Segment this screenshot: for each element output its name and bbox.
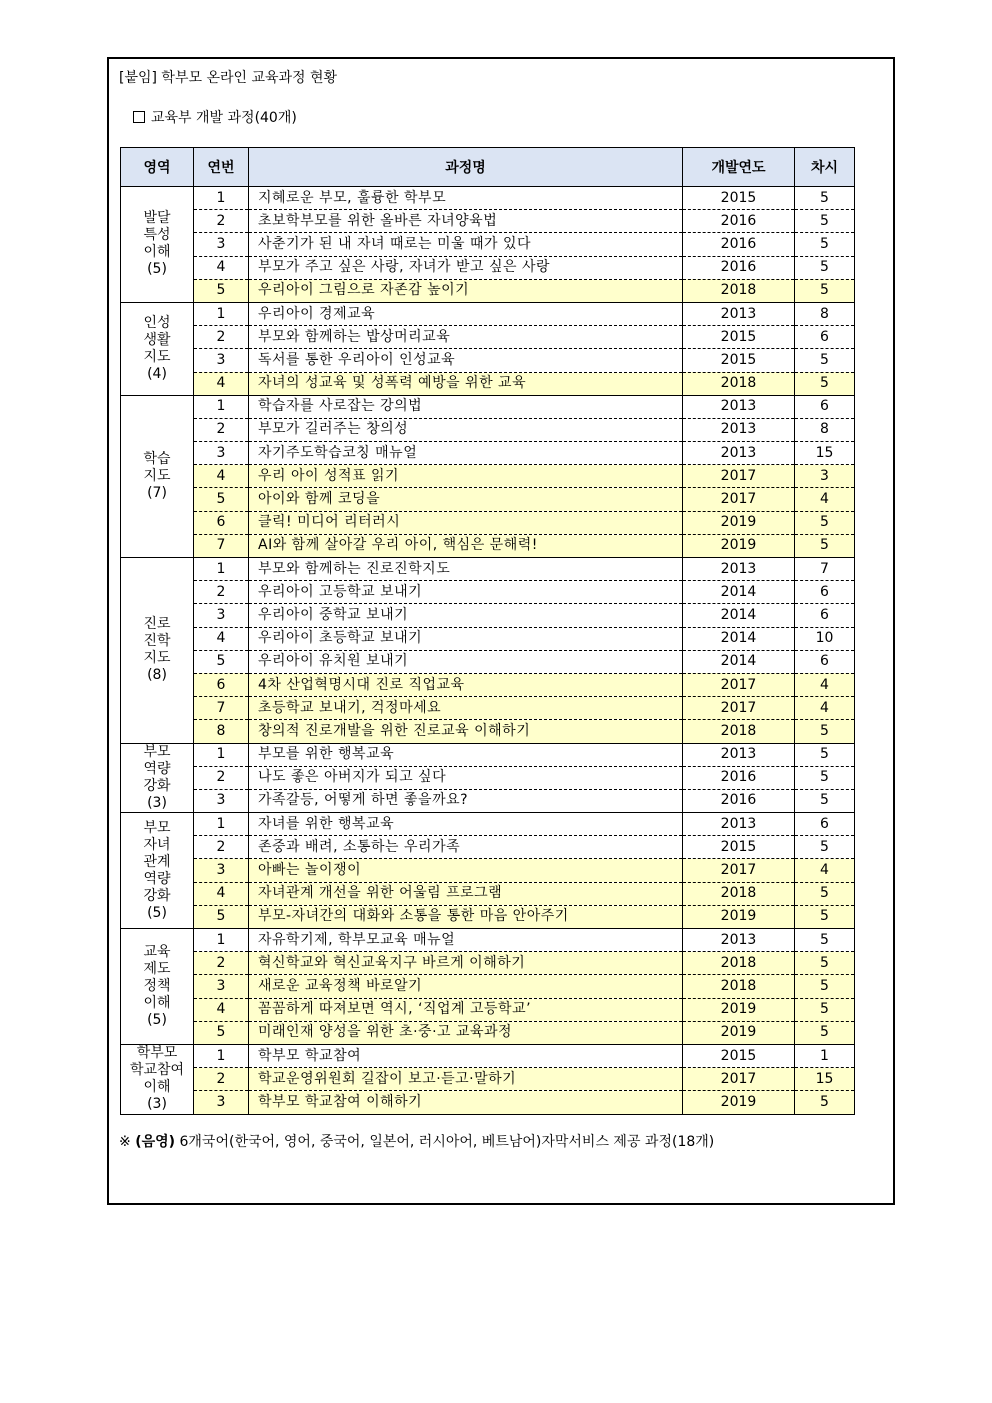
- footnote-mark: ※: [119, 1134, 131, 1150]
- course-name-cell: 자녀의 성교육 및 성폭력 예방을 위한 교육: [249, 372, 683, 395]
- area-label-line: (5): [147, 261, 167, 278]
- number-cell: 2: [194, 210, 249, 233]
- year-cell: 2018: [683, 952, 795, 975]
- table-row: [121, 650, 855, 673]
- course-name-cell: 학교운영위원회 길잡이 보고·듣고·말하기: [249, 1068, 683, 1091]
- sessions-cell: 5: [795, 256, 855, 279]
- sessions-cell: 6: [795, 581, 855, 604]
- year-cell: 2018: [683, 975, 795, 998]
- table-row: [121, 789, 855, 812]
- number-cell: 5: [194, 650, 249, 673]
- area-cell: [121, 1044, 194, 1114]
- sessions-cell: 5: [795, 720, 855, 743]
- number-cell: 5: [194, 488, 249, 511]
- course-name-cell: 부모가 길러주는 창의성: [249, 418, 683, 441]
- year-cell: 2018: [683, 372, 795, 395]
- section-heading: [133, 107, 297, 127]
- area-label-line: 이해: [143, 1079, 171, 1096]
- course-name-cell: 우리아이 고등학교 보내기: [249, 581, 683, 604]
- year-cell: 2017: [683, 465, 795, 488]
- number-cell: 2: [194, 836, 249, 859]
- area-cell: [121, 558, 194, 744]
- attachment-frame: [107, 57, 895, 1205]
- footnote-text: 6개국어(한국어, 영어, 중국어, 일본어, 러시아어, 베트남어)자막서비스 제공 과정(18개): [179, 1134, 715, 1150]
- table-row: [121, 511, 855, 534]
- year-cell: 2019: [683, 534, 795, 557]
- year-cell: 2015: [683, 1044, 795, 1067]
- year-cell: 2019: [683, 511, 795, 534]
- course-name-cell: 가족갈등, 어떻게 하면 좋을까요?: [249, 789, 683, 812]
- number-cell: 6: [194, 511, 249, 534]
- sessions-cell: 10: [795, 627, 855, 650]
- table-row: [121, 766, 855, 789]
- area-label-line: 관계: [143, 853, 171, 870]
- table-row: [121, 372, 855, 395]
- sessions-cell: 6: [795, 650, 855, 673]
- sessions-cell: 5: [795, 836, 855, 859]
- course-name-cell: 초등학교 보내기, 걱정마세요: [249, 697, 683, 720]
- year-cell: 2014: [683, 581, 795, 604]
- course-name-cell: 자녀를 위한 행복교육: [249, 813, 683, 836]
- number-cell: 6: [194, 673, 249, 696]
- sessions-cell: 5: [795, 1091, 855, 1114]
- year-cell: 2018: [683, 279, 795, 302]
- number-cell: 2: [194, 952, 249, 975]
- area-cell: [121, 187, 194, 303]
- year-cell: 2013: [683, 743, 795, 766]
- course-name-cell: 학부모 학교참여 이해하기: [249, 1091, 683, 1114]
- footnote: [119, 1131, 714, 1151]
- table-row: [121, 442, 855, 465]
- year-cell: 2016: [683, 233, 795, 256]
- year-cell: 2014: [683, 650, 795, 673]
- course-name-cell: 혁신학교와 혁신교육지구 바르게 이해하기: [249, 952, 683, 975]
- sessions-cell: 4: [795, 488, 855, 511]
- area-label-line: (5): [147, 904, 167, 921]
- course-name-cell: 우리아이 중학교 보내기: [249, 604, 683, 627]
- area-label-line: 제도: [143, 960, 171, 977]
- sessions-cell: 15: [795, 442, 855, 465]
- area-label-line: 강화: [143, 887, 171, 904]
- number-cell: 1: [194, 302, 249, 325]
- course-name-cell: 아이와 함께 코딩을: [249, 488, 683, 511]
- number-cell: 4: [194, 372, 249, 395]
- number-cell: 3: [194, 349, 249, 372]
- table-row: [121, 952, 855, 975]
- area-label-line: 이해: [143, 994, 171, 1011]
- course-name-cell: 우리아이 경제교육: [249, 302, 683, 325]
- table-row: [121, 929, 855, 952]
- year-cell: 2017: [683, 673, 795, 696]
- area-label-line: 진로: [143, 616, 171, 633]
- number-cell: 1: [194, 929, 249, 952]
- sessions-cell: 4: [795, 673, 855, 696]
- table-row: [121, 233, 855, 256]
- course-name-cell: 학습자를 사로잡는 강의법: [249, 395, 683, 418]
- table-row: [121, 697, 855, 720]
- table-row: [121, 488, 855, 511]
- number-cell: 8: [194, 720, 249, 743]
- course-name-cell: 지혜로운 부모, 훌륭한 학부모: [249, 187, 683, 210]
- year-cell: 2013: [683, 813, 795, 836]
- number-cell: 5: [194, 905, 249, 928]
- course-name-cell: 부모와 함께하는 밥상머리교육: [249, 326, 683, 349]
- area-label-line: 발달: [143, 210, 171, 227]
- number-cell: 3: [194, 1091, 249, 1114]
- sessions-cell: 5: [795, 233, 855, 256]
- number-cell: 7: [194, 697, 249, 720]
- area-label-line: (8): [147, 667, 167, 684]
- number-cell: 3: [194, 233, 249, 256]
- table-row: [121, 349, 855, 372]
- course-name-cell: 초보학부모를 위한 올바른 자녀양육법: [249, 210, 683, 233]
- table-row: [121, 720, 855, 743]
- number-cell: 5: [194, 1021, 249, 1044]
- number-cell: 2: [194, 326, 249, 349]
- sessions-cell: 5: [795, 349, 855, 372]
- table-row: [121, 302, 855, 325]
- sessions-cell: 6: [795, 813, 855, 836]
- number-cell: 4: [194, 465, 249, 488]
- table-row: [121, 581, 855, 604]
- area-label-line: 부모: [143, 819, 171, 836]
- course-name-cell: 꼼꼼하게 따져보면 역시, ‘직업계 고등학교’: [249, 998, 683, 1021]
- year-cell: 2013: [683, 929, 795, 952]
- table-row: [121, 395, 855, 418]
- sessions-cell: 5: [795, 743, 855, 766]
- table-header-row: [121, 148, 855, 187]
- year-cell: 2019: [683, 1091, 795, 1114]
- course-table-body: [121, 187, 855, 1115]
- area-label-line: 자녀: [143, 836, 171, 853]
- table-row: [121, 534, 855, 557]
- year-cell: 2016: [683, 766, 795, 789]
- year-cell: 2018: [683, 720, 795, 743]
- table-row: [121, 465, 855, 488]
- area-label-line: 정책: [143, 977, 171, 994]
- area-label-line: 학부모: [136, 1045, 178, 1062]
- course-name-cell: 클릭! 미디어 리터러시: [249, 511, 683, 534]
- year-cell: 2017: [683, 697, 795, 720]
- year-cell: 2013: [683, 558, 795, 581]
- sessions-cell: 5: [795, 210, 855, 233]
- number-cell: 3: [194, 442, 249, 465]
- area-cell: [121, 813, 194, 929]
- table-row: [121, 882, 855, 905]
- sessions-cell: 5: [795, 929, 855, 952]
- area-label-line: 강화: [143, 777, 171, 794]
- column-header-year: 개발연도: [683, 148, 795, 187]
- area-label-line: 교육: [143, 943, 171, 960]
- course-name-cell: AI와 함께 살아갈 우리 아이, 핵심은 문해력!: [249, 534, 683, 557]
- table-row: [121, 210, 855, 233]
- year-cell: 2017: [683, 488, 795, 511]
- year-cell: 2017: [683, 1068, 795, 1091]
- number-cell: 1: [194, 813, 249, 836]
- sessions-cell: 5: [795, 789, 855, 812]
- year-cell: 2013: [683, 418, 795, 441]
- number-cell: 1: [194, 743, 249, 766]
- course-name-cell: 우리아이 유치원 보내기: [249, 650, 683, 673]
- area-label-line: 특성: [143, 227, 171, 244]
- table-row: [121, 1021, 855, 1044]
- area-label-line: (3): [147, 794, 167, 811]
- number-cell: 3: [194, 859, 249, 882]
- sessions-cell: 1: [795, 1044, 855, 1067]
- sessions-cell: 4: [795, 697, 855, 720]
- course-name-cell: 자녀관계 개선을 위한 어울림 프로그램: [249, 882, 683, 905]
- sessions-cell: 5: [795, 766, 855, 789]
- area-cell: [121, 929, 194, 1045]
- sessions-cell: 5: [795, 975, 855, 998]
- sessions-cell: 5: [795, 905, 855, 928]
- table-row: [121, 279, 855, 302]
- year-cell: 2015: [683, 836, 795, 859]
- sessions-cell: 8: [795, 418, 855, 441]
- column-header-number: 연번: [194, 148, 249, 187]
- table-row: [121, 998, 855, 1021]
- checkbox-bullet-icon: [133, 111, 145, 123]
- sessions-cell: 8: [795, 302, 855, 325]
- area-label-line: 이해: [143, 244, 171, 261]
- table-row: [121, 743, 855, 766]
- course-table: [120, 147, 855, 1115]
- table-row: [121, 1068, 855, 1091]
- course-name-cell: 자유학기제, 학부모교육 매뉴얼: [249, 929, 683, 952]
- number-cell: 2: [194, 418, 249, 441]
- number-cell: 3: [194, 975, 249, 998]
- course-name-cell: 부모와 함께하는 진로진학지도: [249, 558, 683, 581]
- table-row: [121, 418, 855, 441]
- year-cell: 2019: [683, 1021, 795, 1044]
- course-name-cell: 존중과 배려, 소통하는 우리가족: [249, 836, 683, 859]
- table-row: [121, 627, 855, 650]
- year-cell: 2013: [683, 302, 795, 325]
- sessions-cell: 5: [795, 534, 855, 557]
- area-label-line: 역량: [143, 760, 171, 777]
- area-label-line: 부모: [143, 743, 171, 760]
- year-cell: 2017: [683, 859, 795, 882]
- sessions-cell: 6: [795, 604, 855, 627]
- table-row: [121, 859, 855, 882]
- table-row: [121, 836, 855, 859]
- course-name-cell: 부모를 위한 행복교육: [249, 743, 683, 766]
- area-label-line: 역량: [143, 870, 171, 887]
- course-name-cell: 우리 아이 성적표 읽기: [249, 465, 683, 488]
- course-name-cell: 우리아이 초등학교 보내기: [249, 627, 683, 650]
- year-cell: 2015: [683, 326, 795, 349]
- number-cell: 4: [194, 256, 249, 279]
- course-name-cell: 자기주도학습코칭 매뉴얼: [249, 442, 683, 465]
- area-label-line: (4): [147, 365, 167, 382]
- number-cell: 2: [194, 766, 249, 789]
- number-cell: 1: [194, 1044, 249, 1067]
- sessions-cell: 5: [795, 998, 855, 1021]
- year-cell: 2016: [683, 256, 795, 279]
- area-cell: [121, 302, 194, 395]
- column-header-area: 영역: [121, 148, 194, 187]
- table-row: [121, 813, 855, 836]
- area-label-line: (7): [147, 484, 167, 501]
- year-cell: 2019: [683, 905, 795, 928]
- year-cell: 2013: [683, 442, 795, 465]
- document-heading: [붙임] 학부모 온라인 교육과정 현황: [119, 70, 338, 86]
- column-header-course-name: 과정명: [249, 148, 683, 187]
- year-cell: 2016: [683, 210, 795, 233]
- year-cell: 2015: [683, 187, 795, 210]
- course-name-cell: 나도 좋은 아버지가 되고 싶다: [249, 766, 683, 789]
- area-label-line: 지도: [143, 467, 171, 484]
- year-cell: 2019: [683, 998, 795, 1021]
- year-cell: 2014: [683, 627, 795, 650]
- year-cell: 2014: [683, 604, 795, 627]
- course-name-cell: 사춘기가 된 내 자녀 때로는 미울 때가 있다: [249, 233, 683, 256]
- number-cell: 2: [194, 581, 249, 604]
- number-cell: 1: [194, 558, 249, 581]
- table-row: [121, 1044, 855, 1067]
- area-label-line: (3): [147, 1096, 167, 1113]
- year-cell: 2018: [683, 882, 795, 905]
- table-row: [121, 256, 855, 279]
- course-name-cell: 창의적 진로개발을 위한 진로교육 이해하기: [249, 720, 683, 743]
- area-label-line: (5): [147, 1011, 167, 1028]
- area-label-line: 학습: [143, 450, 171, 467]
- course-name-cell: 새로운 교육정책 바로알기: [249, 975, 683, 998]
- sessions-cell: 5: [795, 511, 855, 534]
- sessions-cell: 4: [795, 859, 855, 882]
- sessions-cell: 3: [795, 465, 855, 488]
- number-cell: 7: [194, 534, 249, 557]
- year-cell: 2013: [683, 395, 795, 418]
- year-cell: 2015: [683, 349, 795, 372]
- sessions-cell: 7: [795, 558, 855, 581]
- course-name-cell: 학부모 학교참여: [249, 1044, 683, 1067]
- area-label-line: 학교참여: [129, 1062, 185, 1079]
- footnote-label: (음영): [135, 1134, 176, 1150]
- sessions-cell: 5: [795, 952, 855, 975]
- table-row: [121, 673, 855, 696]
- course-name-cell: 부모-자녀간의 대화와 소통을 통한 마음 안아주기: [249, 905, 683, 928]
- area-label-line: 진학: [143, 633, 171, 650]
- area-label-line: 인성: [143, 314, 171, 331]
- table-row: [121, 975, 855, 998]
- section-heading-text: 교육부 개발 과정(40개): [151, 110, 297, 126]
- sessions-cell: 15: [795, 1068, 855, 1091]
- number-cell: 3: [194, 789, 249, 812]
- column-header-sessions: 차시: [795, 148, 855, 187]
- sessions-cell: 6: [795, 395, 855, 418]
- table-row: [121, 604, 855, 627]
- sessions-cell: 6: [795, 326, 855, 349]
- number-cell: 4: [194, 627, 249, 650]
- area-cell: [121, 743, 194, 813]
- course-name-cell: 미래인재 양성을 위한 초·중·고 교육과정: [249, 1021, 683, 1044]
- number-cell: 3: [194, 604, 249, 627]
- area-label-line: 지도: [143, 348, 171, 365]
- number-cell: 4: [194, 882, 249, 905]
- course-name-cell: 아빠는 놀이쟁이: [249, 859, 683, 882]
- area-cell: [121, 395, 194, 557]
- course-name-cell: 독서를 통한 우리아이 인성교육: [249, 349, 683, 372]
- table-row: [121, 905, 855, 928]
- number-cell: 2: [194, 1068, 249, 1091]
- number-cell: 4: [194, 998, 249, 1021]
- number-cell: 1: [194, 395, 249, 418]
- table-row: [121, 1091, 855, 1114]
- number-cell: 5: [194, 279, 249, 302]
- course-name-cell: 부모가 주고 싶은 사랑, 자녀가 받고 싶은 사랑: [249, 256, 683, 279]
- sessions-cell: 5: [795, 279, 855, 302]
- area-label-line: 생활: [143, 331, 171, 348]
- number-cell: 1: [194, 187, 249, 210]
- sessions-cell: 5: [795, 372, 855, 395]
- course-name-cell: 우리아이 그림으로 자존감 높이기: [249, 279, 683, 302]
- table-row: [121, 187, 855, 210]
- table-row: [121, 326, 855, 349]
- table-row: [121, 558, 855, 581]
- sessions-cell: 5: [795, 187, 855, 210]
- area-label-line: 지도: [143, 650, 171, 667]
- sessions-cell: 5: [795, 1021, 855, 1044]
- sessions-cell: 5: [795, 882, 855, 905]
- course-name-cell: 4차 산업혁명시대 진로 직업교육: [249, 673, 683, 696]
- year-cell: 2016: [683, 789, 795, 812]
